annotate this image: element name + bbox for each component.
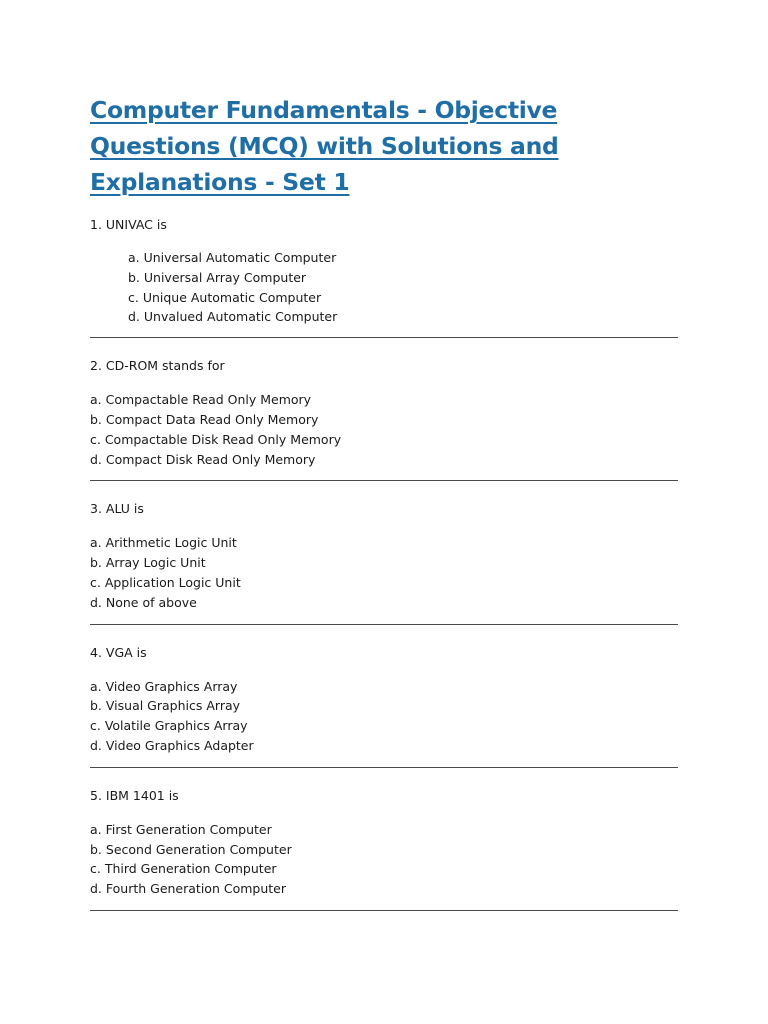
option-b: b. Compact Data Read Only Memory [90, 411, 319, 427]
option-d: d. None of above [90, 594, 197, 610]
question-1 [90, 215, 678, 327]
option-c: c. Third Generation Computer [90, 861, 277, 877]
option-c: c. Application Logic Unit [90, 574, 241, 590]
divider [90, 767, 678, 768]
option-a: a. Compactable Read Only Memory [90, 392, 312, 408]
question-3 [90, 499, 678, 612]
option-b: b. Second Generation Computer [90, 841, 292, 857]
option-list [90, 533, 678, 612]
document-page [90, 92, 678, 911]
option-b: b. Array Logic Unit [90, 555, 206, 571]
option-c: c. Compactable Disk Read Only Memory [90, 431, 342, 447]
option-a: a. Video Graphics Array [90, 678, 238, 694]
divider [90, 480, 678, 481]
page-title-link[interactable]: Computer Fundamentals - Objective Questions (MCQ) with Solutions and Explanations - Set 1 [90, 96, 559, 196]
option-d: d. Video Graphics Adapter [90, 737, 254, 753]
question-text: 4. VGA is [90, 644, 147, 660]
option-list [90, 390, 678, 469]
option-d: d. Fourth Generation Computer [90, 881, 286, 897]
option-b: b. Visual Graphics Array [90, 698, 241, 714]
question-2 [90, 356, 678, 469]
option-a: a. Arithmetic Logic Unit [90, 535, 237, 551]
option-list [90, 820, 678, 899]
option-b: b. Universal Array Computer [128, 269, 307, 285]
option-list [90, 248, 678, 327]
divider [90, 337, 678, 338]
divider [90, 910, 678, 911]
option-d: d. Compact Disk Read Only Memory [90, 451, 316, 467]
question-4 [90, 643, 678, 756]
option-c: c. Volatile Graphics Array [90, 718, 248, 734]
option-c: c. Unique Automatic Computer [128, 289, 322, 305]
question-text: 3. ALU is [90, 501, 144, 517]
question-5 [90, 786, 678, 899]
option-list [90, 677, 678, 756]
option-a: a. First Generation Computer [90, 821, 272, 837]
question-text: 1. UNIVAC is [90, 217, 167, 232]
option-a: a. Universal Automatic Computer [128, 250, 337, 265]
question-text: 5. IBM 1401 is [90, 787, 179, 803]
question-text: 2. CD-ROM stands for [90, 358, 225, 374]
divider [90, 624, 678, 625]
option-d: d. Unvalued Automatic Computer [128, 309, 338, 325]
